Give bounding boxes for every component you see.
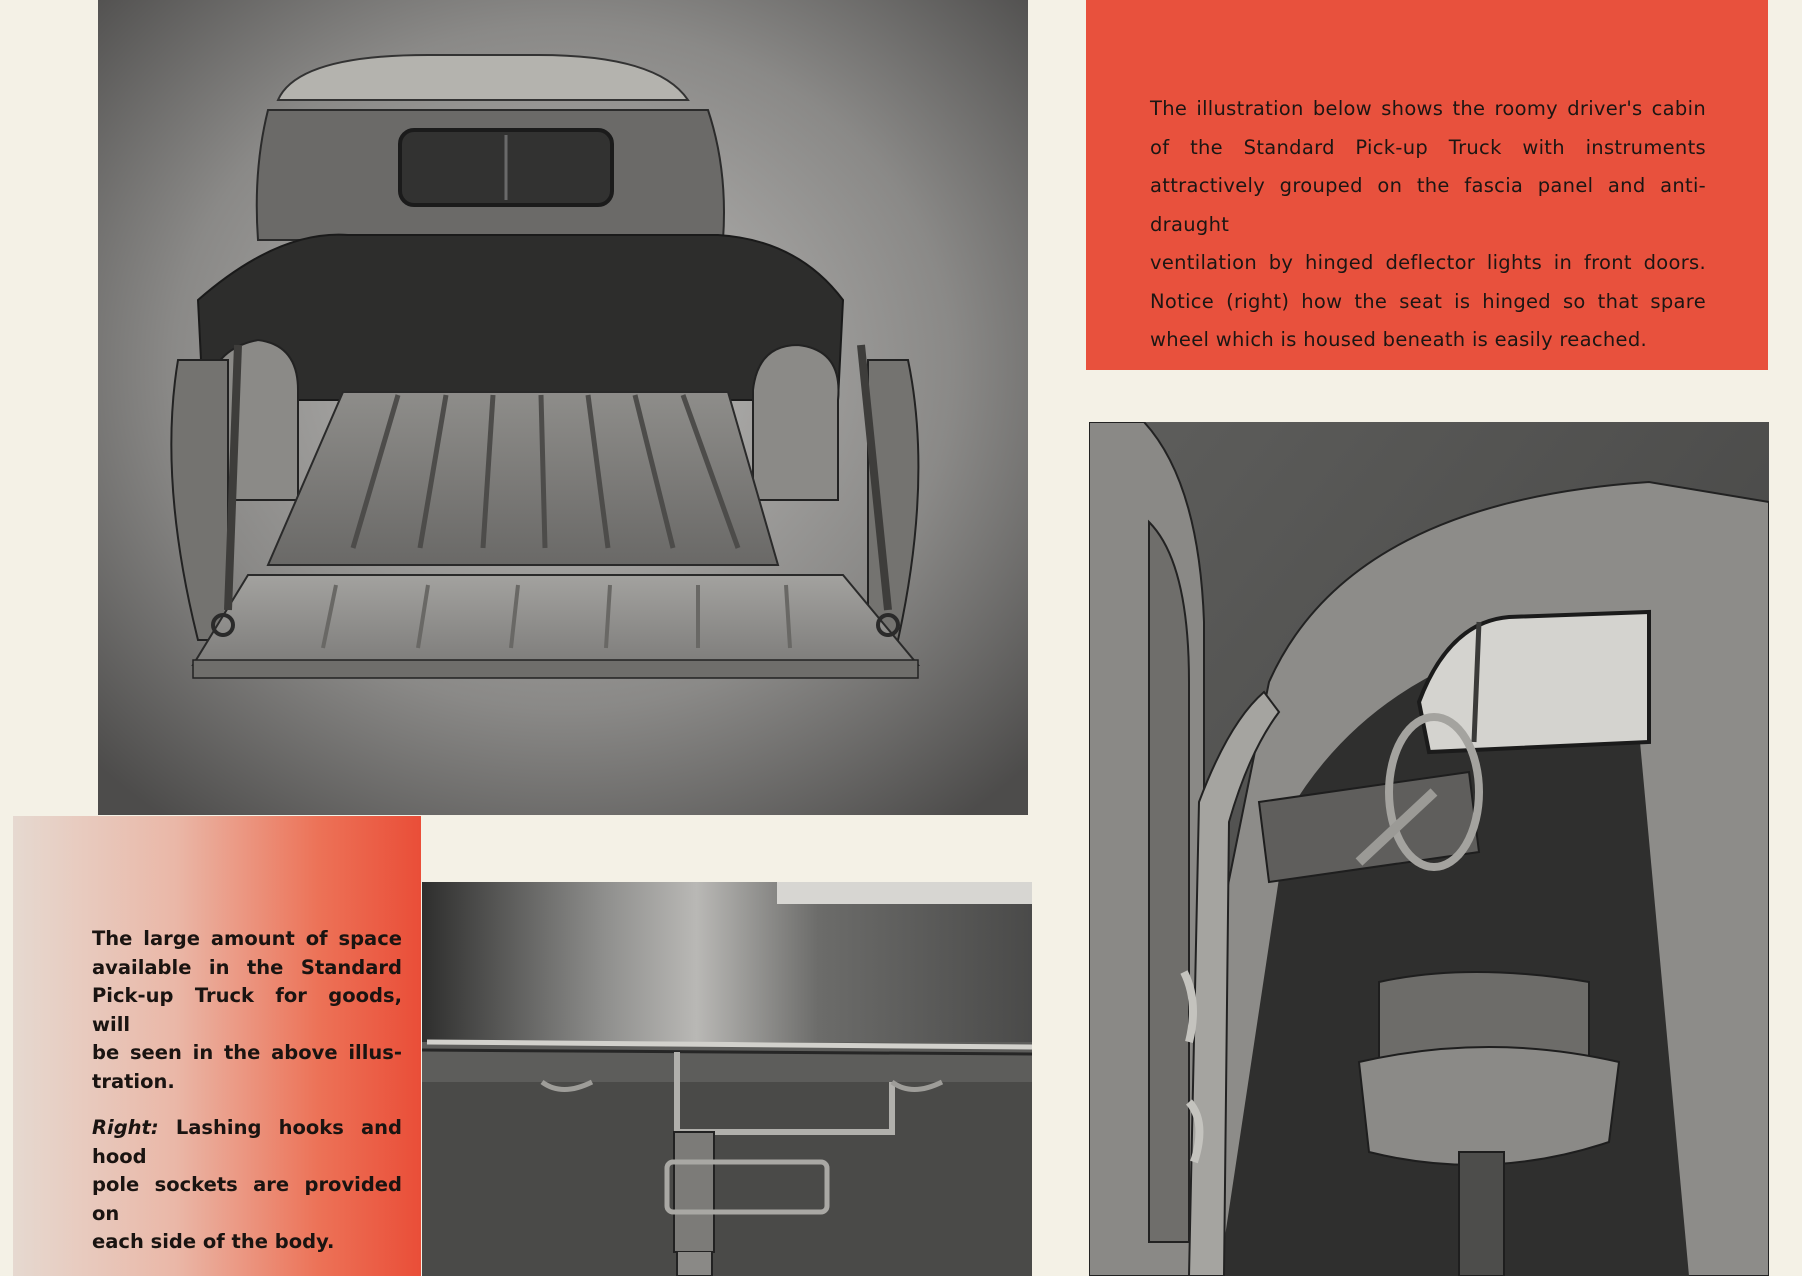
cabin-caption-panel [1086,0,1768,370]
hooks-caption-line: each side of the body. [92,1230,335,1254]
space-caption-line: available in the Standard [92,955,402,979]
space-caption-line: Pick-up Truck for goods, will [92,984,402,1036]
cabin-caption-line-notice [1150,283,1706,322]
cabin-caption [1150,90,1706,360]
hooks-caption [92,1114,402,1257]
cabin-caption-line-rest: (right) how the seat is hinged so that spare [1226,289,1706,313]
space-caption-panel [13,816,421,1276]
cabin-caption-line: attractively grouped on the fascia panel and anti-draught [1150,174,1706,236]
space-caption-line: The large amount of space [92,927,402,950]
space-caption-line: tration. [92,1069,175,1093]
hooks-caption-lead: Right: [92,1116,159,1139]
cabin-caption-line: wheel which is housed beneath is easily reached. [1150,328,1648,351]
cabin-interior-photo [1089,422,1769,1276]
cabin-caption-line: ventilation by hinged deflector lights in front doors. [1150,251,1706,274]
cabin-caption-line: of the Standard Pick-up Truck with instruments [1150,135,1706,159]
notice-word: Notice [1150,289,1215,313]
hooks-caption-line-rest: Lashing hooks and hood [92,1116,402,1168]
hooks-caption-line-first [92,1114,402,1171]
truck-bed-photo [98,0,1028,815]
hooks-caption-line: pole sockets are provided on [92,1173,402,1225]
space-caption-line: be seen in the above illus- [92,1041,402,1065]
cabin-caption-line: The illustration below shows the roomy driver's cabin [1150,97,1706,120]
lashing-hooks-photo [422,882,1032,1276]
space-caption [92,925,402,1097]
